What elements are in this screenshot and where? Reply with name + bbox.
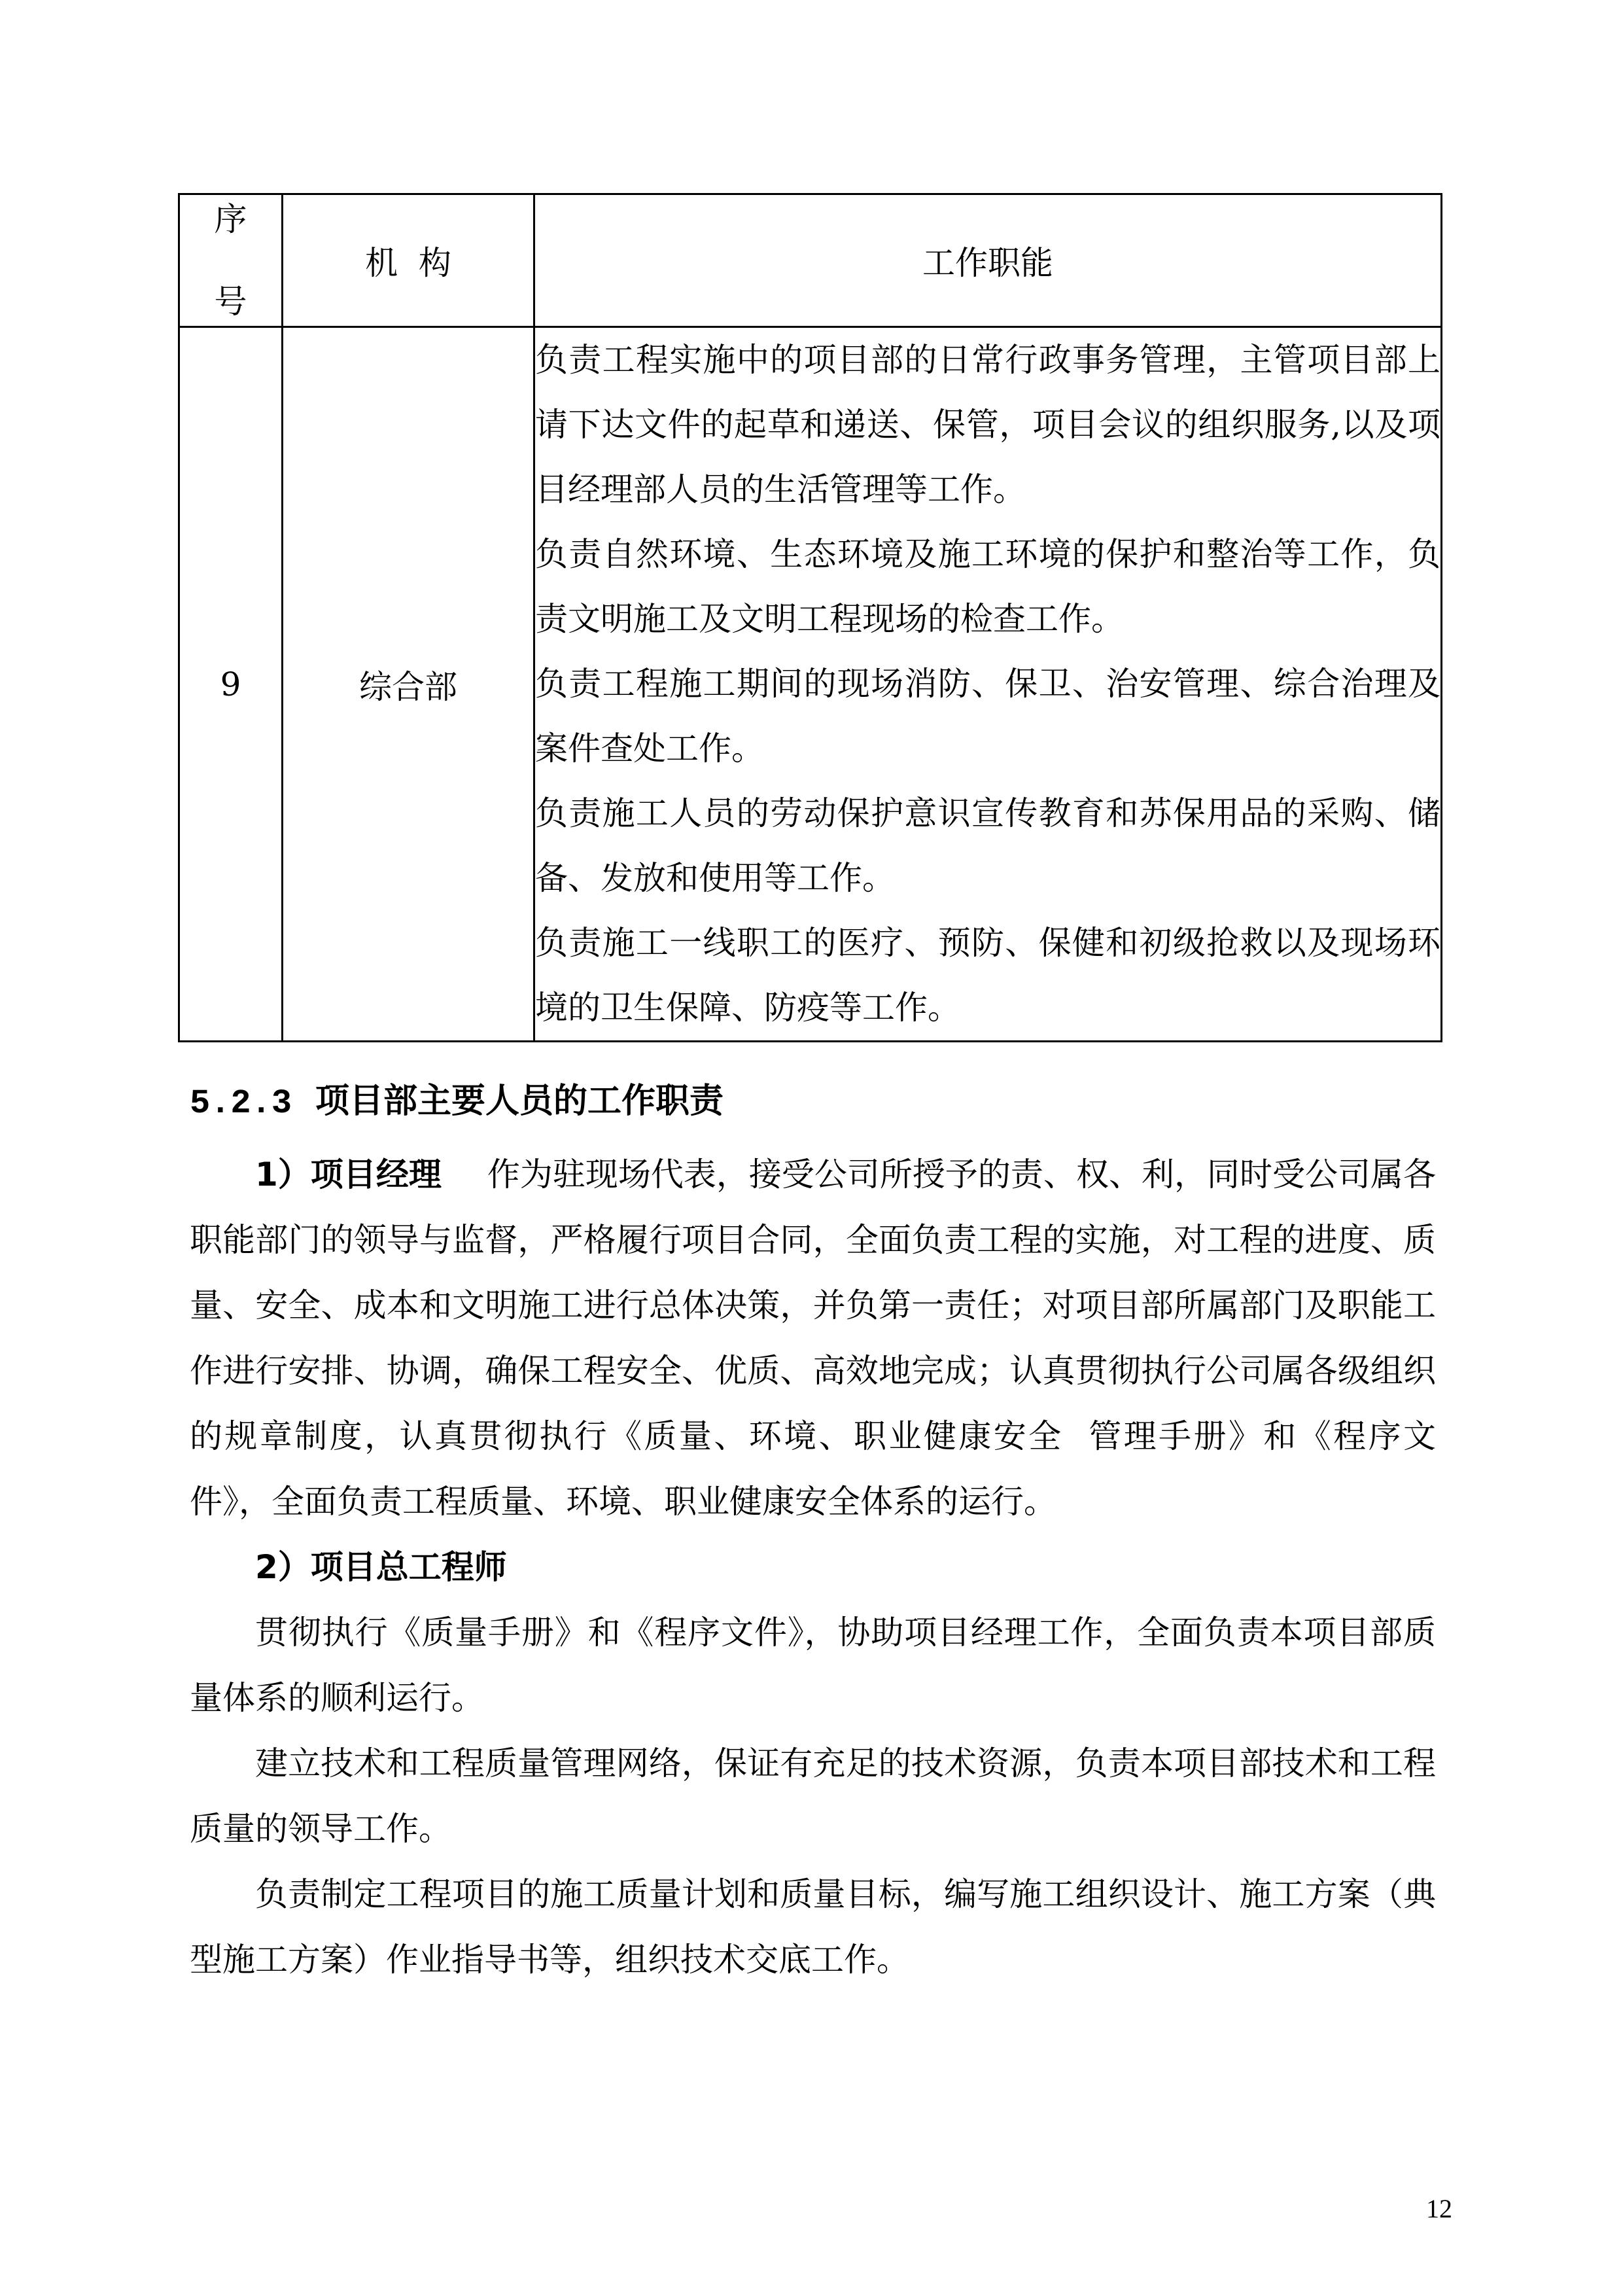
header-org: 机 构 bbox=[283, 194, 534, 327]
role-paragraph: 建立技术和工程质量管理网络，保证有充足的技术资源，负责本项目部技术和工程质量的领导工作。 bbox=[190, 1744, 1436, 1848]
header-seq bbox=[179, 194, 283, 327]
role-paragraph: 作为驻现场代表，接受公司所授予的责、权、利，同时受公司属各职能部门的领导与监督，严格履行项目合同，全面负责工程的实施，对工程的进度、质量、安全、成本和文明施工进行总体决策，并负第一责任；对项目部所属部门及职能工作进行安排、协调，确保工程安全、优质、高效地完成；认真贯彻执行公司属各级组织的规章制度，认真贯彻执行《质量、环境、职业健康安全 管理手册》和《程序文件》，全面负责工程质量、环境、职业健康安全体系的运行。 bbox=[190, 1156, 1436, 1521]
cell-org: 综合部 bbox=[283, 327, 534, 1042]
table-row bbox=[179, 327, 1442, 1042]
role-paragraph: 负责制定工程项目的施工质量计划和质量目标，编写施工组织设计、施工方案（典型施工方案）作业指导书等，组织技术交底工作。 bbox=[190, 1875, 1436, 1979]
page-number: 12 bbox=[1426, 2194, 1452, 2223]
section-body bbox=[190, 1142, 1436, 1992]
department-duty-table bbox=[178, 193, 1442, 1042]
function-item: 负责工程实施中的项目部的日常行政事务管理，主管项目部上请下达文件的起草和递送、保管，项目会议的组织服务,以及项目经理部人员的生活管理等工作。 bbox=[535, 341, 1440, 508]
header-seq-line2: 号 bbox=[214, 283, 247, 321]
table-header-row bbox=[179, 194, 1442, 327]
role-project-manager bbox=[190, 1142, 1436, 1534]
role-heading: 1）项目经理 bbox=[255, 1156, 442, 1193]
header-seq-line1: 序 bbox=[214, 200, 247, 238]
section-heading bbox=[190, 1073, 1433, 1123]
section-title: 项目部主要人员的工作职责 bbox=[315, 1082, 724, 1121]
function-item: 负责自然环境、生态环境及施工环境的保护和整治等工作，负责文明施工及文明工程现场的检查工作。 bbox=[535, 535, 1440, 638]
section-number: 5.2.3 bbox=[190, 1084, 292, 1123]
function-item: 负责施工一线职工的医疗、预防、保健和初级抢救以及现场环境的卫生保障、防疫等工作。 bbox=[535, 924, 1440, 1027]
cell-seq: 9 bbox=[179, 327, 283, 1042]
role-heading: 2）项目总工程师 bbox=[255, 1548, 507, 1586]
role-paragraph: 贯彻执行《质量手册》和《程序文件》，协助项目经理工作，全面负责本项目部质量体系的顺利运行。 bbox=[190, 1614, 1436, 1717]
function-item: 负责施工人员的劳动保护意识宣传教育和苏保用品的采购、储备、发放和使用等工作。 bbox=[535, 794, 1440, 897]
cell-functions bbox=[534, 327, 1442, 1042]
header-function: 工作职能 bbox=[534, 194, 1442, 327]
function-item: 负责工程施工期间的现场消防、保卫、治安管理、综合治理及案件查处工作。 bbox=[535, 665, 1440, 768]
